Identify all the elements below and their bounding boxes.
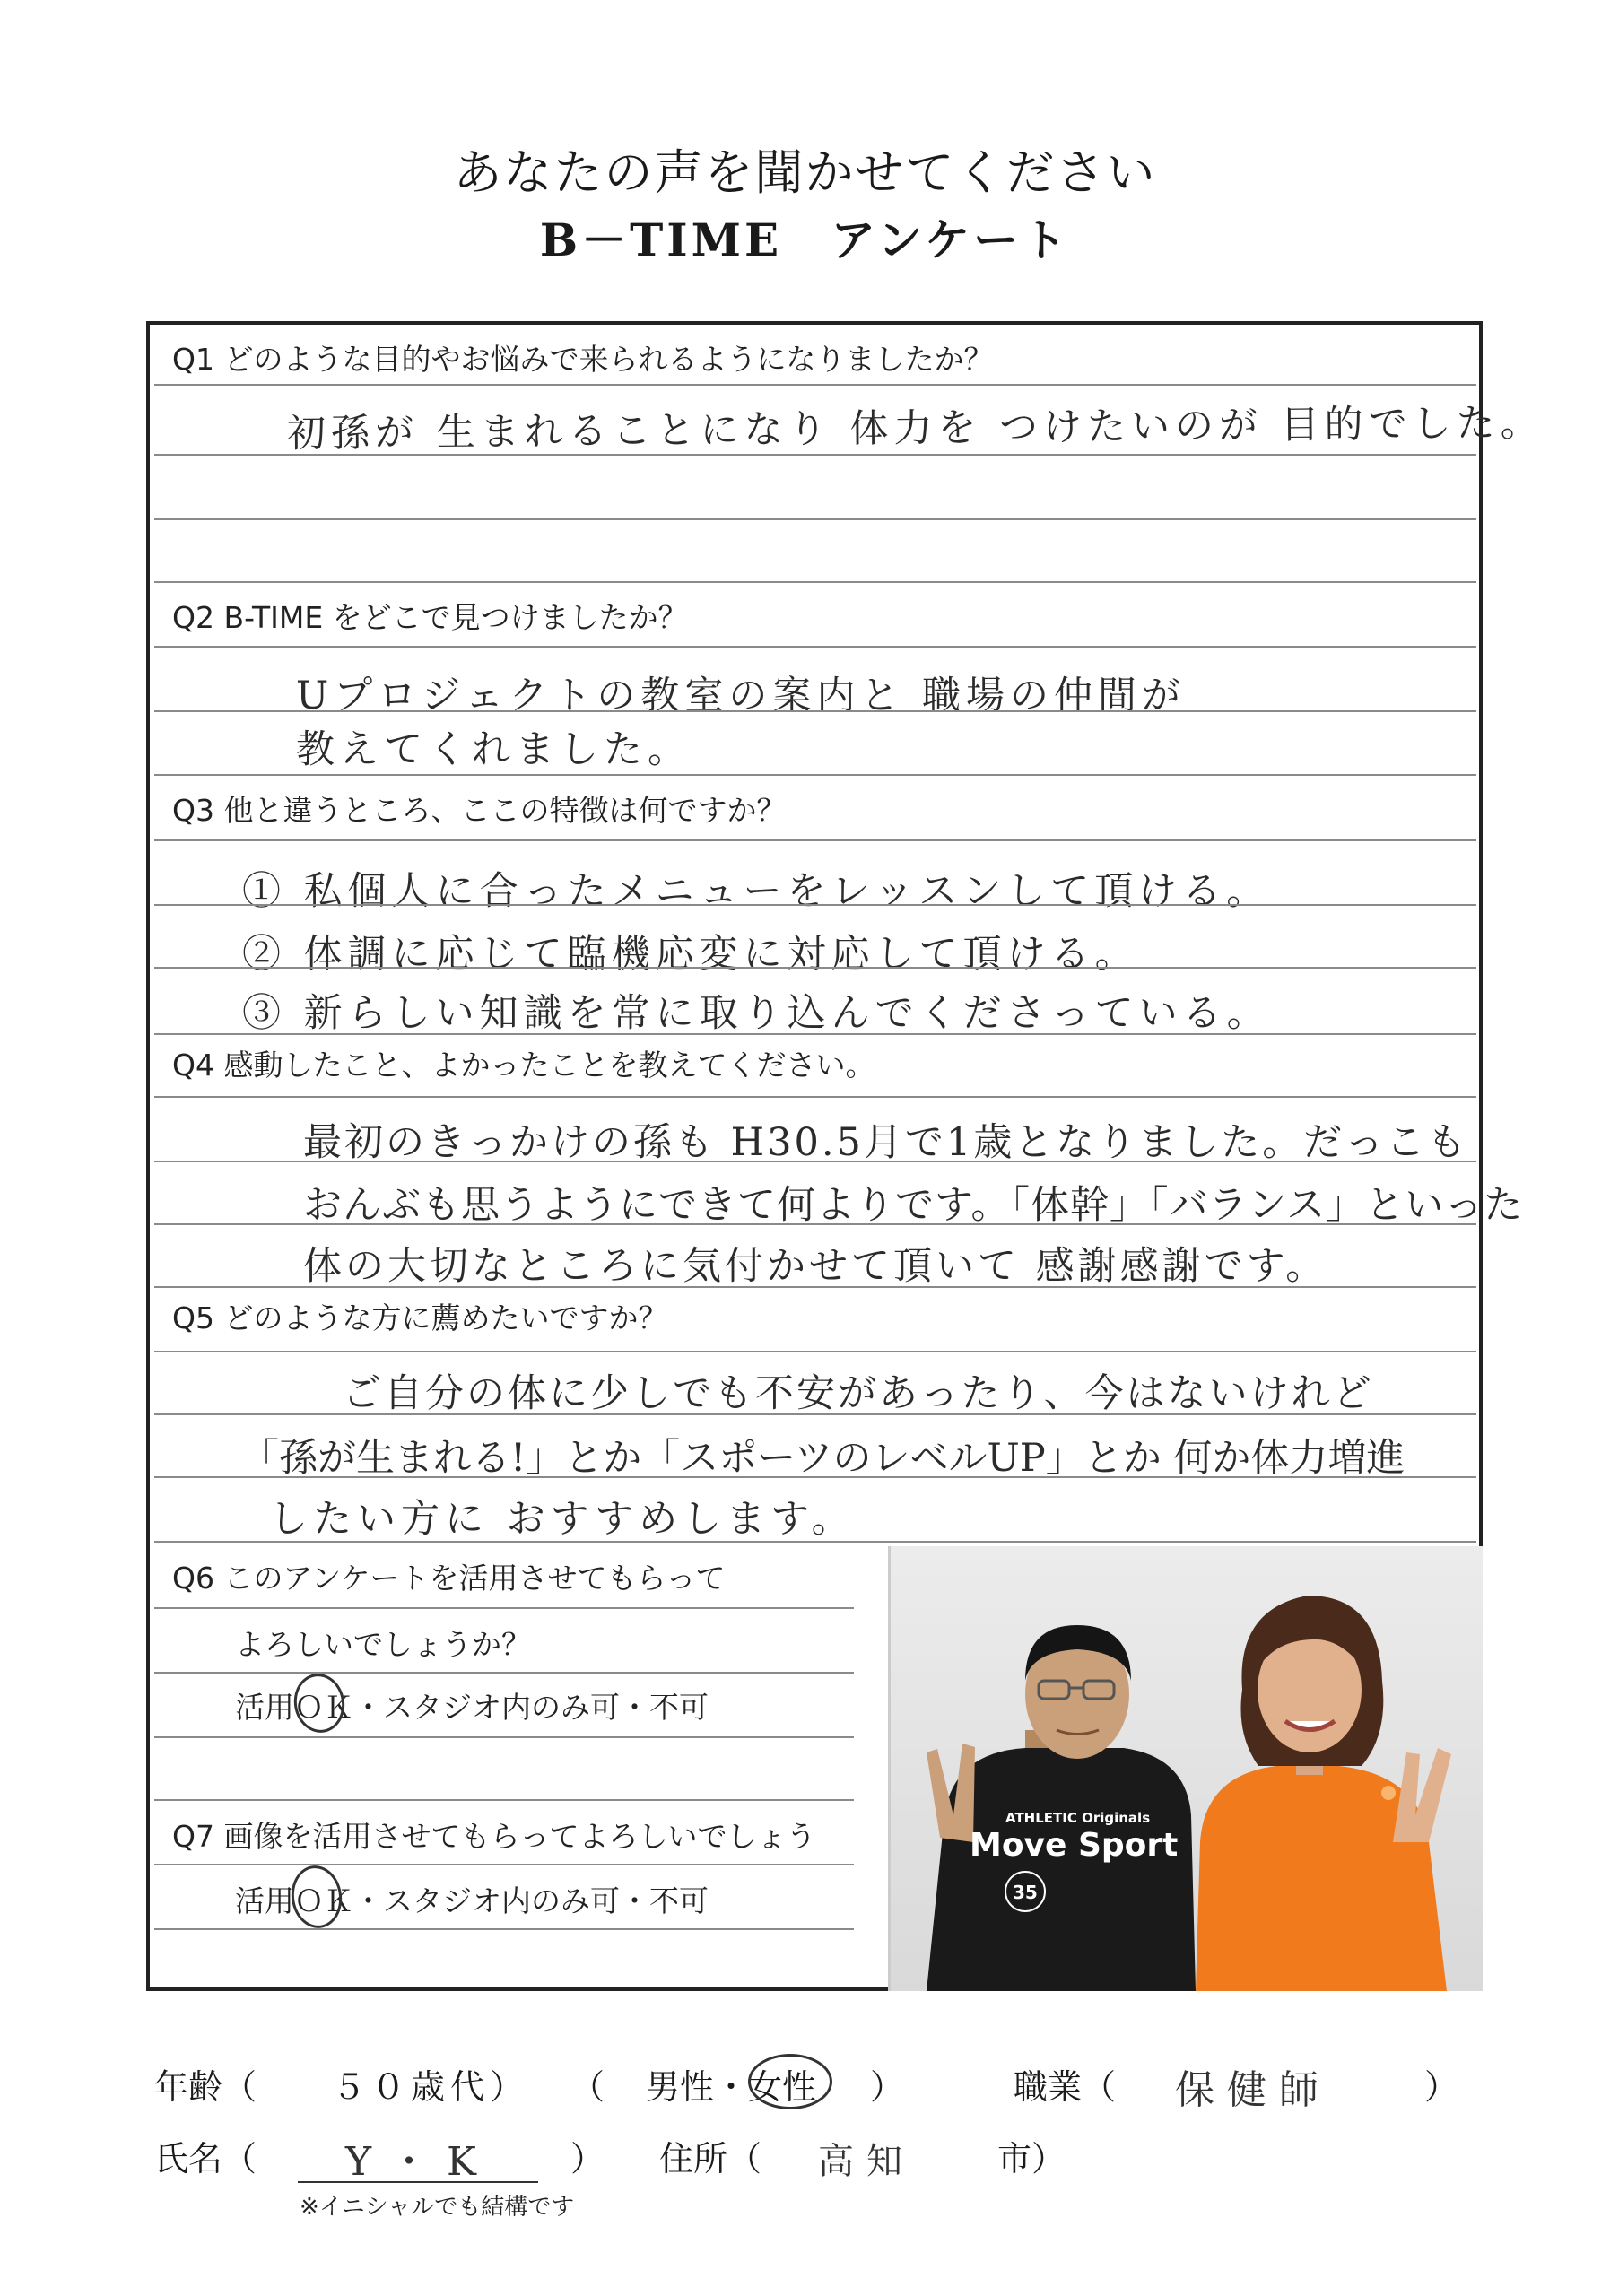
answer-line bbox=[154, 1223, 1476, 1225]
occupation-value: 保健師 bbox=[1175, 2067, 1331, 2113]
gender-options: 男性・女性 bbox=[646, 2067, 817, 2107]
answer-4-line-1: 最初のきっかけの孫も H30.5月で1歳となりました。だっこも bbox=[303, 1120, 1469, 1165]
survey-title: あなたの声を聞かせてください bbox=[453, 144, 1157, 201]
answer-line bbox=[154, 454, 1476, 456]
answer-1-line-1: 初孫が 生まれることになり 体力を つけたいのが 目的でした。 bbox=[286, 400, 1545, 457]
answer-5-line-2: 「孫が生まれる!」とか「スポーツのレベルUP」とか 何か体力増進 bbox=[240, 1436, 1405, 1481]
survey-subtitle: B－TIME アンケート bbox=[539, 213, 1071, 266]
answer-line bbox=[154, 1286, 1476, 1288]
photo-illustration bbox=[891, 1546, 1483, 1991]
answer-3-line-2: ② 体調に応じて臨機応変に対応して頂ける。 bbox=[242, 932, 1139, 977]
answer-line bbox=[154, 1928, 854, 1930]
answer-line bbox=[154, 774, 1476, 776]
answer-5-line-3: したい方に おすすめします。 bbox=[269, 1497, 856, 1542]
shirt-brand-text: Move Sport bbox=[970, 1827, 1179, 1864]
address-value: 高知 bbox=[818, 2141, 915, 2182]
question-4: Q4 感動したこと、よかったことを教えてください。 bbox=[172, 1048, 875, 1083]
divider bbox=[154, 646, 1476, 648]
occupation-close-paren: ） bbox=[1424, 2067, 1459, 2107]
question-6: Q6 このアンケートを活用させてもらって bbox=[172, 1561, 726, 1596]
answer-5-line-1: ご自分の体に少しでも不安があったり、今はないけれど bbox=[343, 1371, 1374, 1416]
age-value: ５０歳代） bbox=[332, 2067, 530, 2107]
answer-line bbox=[154, 518, 1476, 520]
answer-line bbox=[154, 904, 1476, 906]
answer-line bbox=[154, 1541, 1476, 1543]
name-value: Y・K bbox=[345, 2139, 494, 2185]
shirt-badge-text: 35 bbox=[1013, 1882, 1038, 1903]
customer-photo bbox=[888, 1546, 1483, 1991]
answer-line bbox=[154, 1476, 1476, 1478]
answer-4-line-2: おんぶも思うようにできて何よりです。「体幹」「バランス」といった bbox=[303, 1183, 1524, 1228]
question-2: Q2 B-TIME をどこで見つけましたか？ bbox=[172, 600, 688, 635]
answer-2-line-1: Uプロジェクトの教室の案内と 職場の仲間が bbox=[296, 674, 1187, 718]
shirt-small-text: ATHLETIC Originals bbox=[1005, 1810, 1151, 1826]
answer-line bbox=[154, 1672, 854, 1674]
question-6-continued: よろしいでしょうか？ bbox=[235, 1627, 531, 1662]
address-label: 住所（ bbox=[659, 2139, 762, 2179]
answer-line bbox=[154, 1607, 854, 1609]
answer-2-line-2: 教えてくれました。 bbox=[296, 727, 692, 772]
q6-options: 活用ＯＫ・スタジオ内のみ可・不可 bbox=[235, 1690, 709, 1725]
answer-line bbox=[154, 1736, 854, 1738]
answer-line bbox=[154, 1033, 1476, 1035]
answer-line bbox=[154, 967, 1476, 969]
divider bbox=[154, 1096, 1476, 1098]
initial-note: ※イニシャルでも結構です bbox=[300, 2194, 575, 2221]
answer-line bbox=[154, 1799, 854, 1801]
divider bbox=[154, 839, 1476, 841]
answer-line bbox=[154, 1161, 1476, 1162]
answer-3-line-3: ③ 新らしい知識を常に取り込んでくださっている。 bbox=[242, 991, 1271, 1036]
address-suffix: 市） bbox=[997, 2139, 1066, 2179]
selected-gender-circle bbox=[748, 2054, 832, 2109]
question-5: Q5 どのような方に薦めたいですか？ bbox=[172, 1300, 668, 1335]
divider bbox=[154, 384, 1476, 386]
question-3: Q3 他と違うところ、ここの特徴は何ですか？ bbox=[172, 793, 787, 828]
q7-options: 活用ＯＫ・スタジオ内のみ可・不可 bbox=[235, 1883, 709, 1918]
age-label: 年齢（ bbox=[154, 2067, 257, 2107]
divider bbox=[154, 1351, 1476, 1352]
name-close-paren: ） bbox=[570, 2139, 605, 2179]
gender-close-paren: ） bbox=[870, 2067, 905, 2107]
gender-open-paren: （ bbox=[570, 2067, 605, 2107]
name-underline bbox=[298, 2181, 538, 2183]
name-label: 氏名（ bbox=[154, 2139, 257, 2179]
answer-line bbox=[154, 710, 1476, 712]
answer-3-line-1: ① 私個人に合ったメニューをレッスンして頂ける。 bbox=[242, 869, 1271, 914]
answer-line bbox=[154, 1864, 854, 1866]
answer-4-line-3: 体の大切なところに気付かせて頂いて 感謝感謝です。 bbox=[303, 1244, 1328, 1289]
question-7: Q7 画像を活用させてもらってよろしいでしょう bbox=[172, 1819, 816, 1854]
answer-line bbox=[154, 1413, 1476, 1415]
question-1: Q1 どのような目的やお悩みで来られるようになりましたか？ bbox=[172, 342, 994, 377]
answer-line bbox=[154, 581, 1476, 583]
occupation-label: 職業（ bbox=[1014, 2067, 1117, 2107]
